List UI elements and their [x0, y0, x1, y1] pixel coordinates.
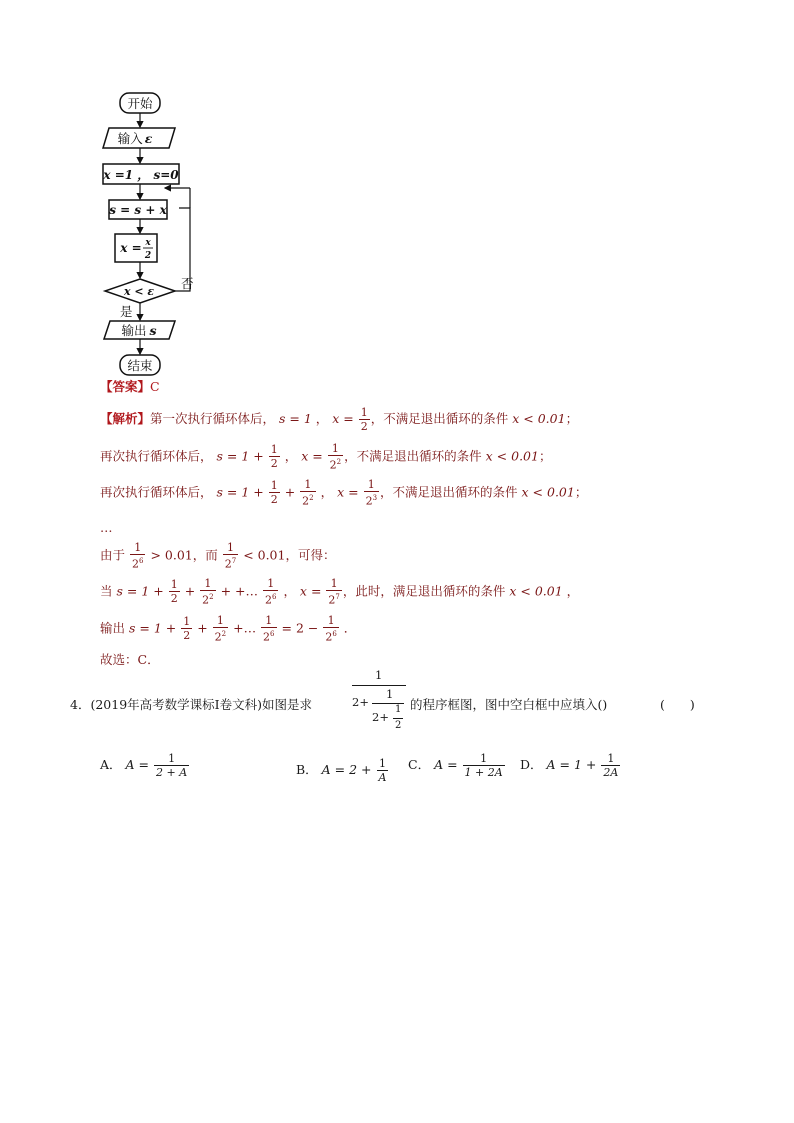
punctuation: ；	[565, 411, 579, 426]
analysis-ellipsis	[100, 520, 113, 535]
math-expression: A = 2 +	[321, 762, 372, 777]
fraction: $\frac{1}{2^7}$	[328, 577, 340, 607]
fraction: $\frac{1}{2^7}$	[224, 541, 237, 571]
option-d[interactable]	[520, 752, 621, 779]
math-expression: x =	[301, 448, 323, 464]
flowchart-sum-step	[109, 200, 168, 219]
analysis-line-8	[100, 650, 160, 668]
svg-text:开始: 开始	[127, 96, 153, 111]
analysis-text: 输出	[100, 620, 126, 636]
fraction: $\frac{1}{2^2}$	[302, 478, 314, 508]
svg-text:输出s: 输出 s	[121, 323, 157, 338]
analysis-line-2: 再次执行循环体后， s = 1 + $\frac{1}{2}$ ， x = $\frac{1}{2^2}$ ，不满足退出循环的条件 x < 0.01；	[100, 442, 552, 472]
program-flowchart	[95, 88, 205, 378]
analysis-text: ，不满足退出循环的条件	[380, 484, 518, 500]
svg-text:x =: x =	[120, 241, 142, 255]
fraction: $\frac{1}{1 + 2A}$	[464, 752, 503, 779]
svg-text:输入ε: 输入 ε	[117, 131, 153, 146]
math-expression: < 0.01	[243, 547, 286, 563]
math-expression: x < 0.01	[485, 448, 539, 464]
math-expression: s = 1 +	[216, 484, 264, 500]
fraction: $\frac{1}{2}$	[360, 406, 368, 433]
fraction: $\frac{1}{2^6}$	[263, 614, 275, 644]
option-label: D．	[520, 757, 543, 772]
yes-branch-label: 是	[120, 304, 133, 319]
math-expression: x < 0.01	[512, 411, 566, 426]
svg-text:2: 2	[144, 251, 152, 261]
option-label: C．	[408, 757, 431, 772]
flowchart-halve-step	[115, 234, 157, 262]
answer-label: 【答案】	[100, 379, 151, 394]
flowchart-output	[104, 321, 175, 339]
math-expression: s = 1	[279, 411, 312, 426]
fraction: $\frac{1}{2}$	[270, 443, 278, 471]
math-expression: s = 1 +	[116, 583, 164, 599]
fraction: $\frac{1}{2^2}$	[202, 577, 214, 607]
continued-fraction: 1 2+ 1 2+ 1 2	[350, 668, 406, 736]
analysis-text: ，可得：	[285, 547, 336, 563]
analysis-line-1: 【解析】第一次执行循环体后， s = 1 ， x = $\frac{1}{2}$ ，不满足退出循环的条件 x < 0.01；	[100, 406, 579, 433]
fraction: $\frac{1}{A}$	[378, 757, 387, 784]
analysis-text: 再次执行循环体后，	[100, 484, 213, 500]
ellipsis: …	[100, 520, 113, 535]
fraction: $\frac{1}{2^6}$	[132, 541, 144, 571]
fraction: $\frac{1}{2}$	[170, 578, 178, 606]
analysis-text: 由于	[100, 547, 126, 563]
svg-text:s = s + x: s = s + x	[109, 203, 167, 217]
fraction: $\frac{1}{2^6}$	[265, 577, 277, 607]
fraction: $\frac{1}{2A}$	[603, 752, 619, 779]
svg-text:x: x	[145, 238, 151, 248]
punctuation: ；	[574, 484, 588, 500]
punctuation: ；	[538, 448, 552, 464]
analysis-conclusion: 故选：C．	[100, 652, 160, 667]
analysis-line-7: 输出 s = 1 + $\frac{1}{2}$ + $\frac{1}{2^2}$ +… $\frac{1}{2^6}$ = 2 − $\frac{1}{2^6}$ ．	[100, 614, 357, 644]
option-b[interactable]	[296, 757, 389, 784]
flowchart-start	[120, 93, 160, 113]
option-label: B．	[296, 762, 318, 777]
svg-text:x =1 ， s=0: x =1 ， s=0	[103, 168, 179, 182]
math-expression: s = 1 +	[129, 620, 177, 636]
analysis-text: ，此时，满足退出循环的条件	[342, 583, 506, 599]
analysis-text: 再次执行循环体后，	[100, 448, 213, 464]
analysis-text: 当	[100, 583, 113, 599]
answer-line	[100, 377, 160, 395]
math-expression: A =	[125, 757, 149, 772]
math-expression: x < 0.01	[509, 583, 563, 599]
no-branch-label: 否	[181, 276, 194, 291]
math-expression: > 0.01	[150, 547, 193, 563]
math-expression: x =	[299, 583, 322, 599]
analysis-text: 第一次执行循环体后，	[150, 411, 276, 426]
fraction: $\frac{1}{2}$	[183, 615, 191, 643]
answer-value: C	[150, 379, 160, 394]
svg-text:结束: 结束	[127, 358, 153, 373]
flowchart-condition	[105, 279, 175, 303]
fraction: $\frac{1}{2^6}$	[325, 614, 337, 644]
fraction: $\frac{1}{2^2}$	[329, 442, 342, 472]
math-expression: x =	[332, 411, 354, 426]
analysis-text: ，不满足退出循环的条件	[344, 448, 482, 464]
fraction: $\frac{1}{2 + A}$	[155, 752, 188, 779]
svg-text:x < ε: x < ε	[123, 285, 155, 298]
math-expression: s = 1 +	[216, 448, 264, 464]
fraction: $\frac{1}{2^3}$	[365, 478, 378, 508]
math-expression: x < 0.01	[521, 484, 575, 500]
question-4-suffix: 的程序框图，图中空白框中应填入()	[410, 697, 608, 712]
answer-blank: ( )	[660, 697, 695, 712]
flowchart-input	[103, 128, 175, 148]
math-expression: A = 1 +	[546, 757, 597, 772]
fraction: $\frac{1}{2^2}$	[214, 614, 227, 644]
math-expression: A =	[434, 757, 458, 772]
option-c[interactable]	[408, 752, 506, 779]
question-4-prefix: 4．(2019年高考数学课标Ⅰ卷文科)如图是求	[70, 697, 312, 712]
analysis-line-6: 当 s = 1 + $\frac{1}{2}$ + $\frac{1}{2^2}$ + +… $\frac{1}{2^6}$ ， x = $\frac{1}{2^7}$ ，此时，满足退出循环的条件 x < 0.01 ，	[100, 577, 580, 607]
flowchart-init	[102, 164, 179, 184]
analysis-line-3: 再次执行循环体后， s = 1 + $\frac{1}{2}$ + $\frac{1}{2^2}$ ， x = $\frac{1}{2^3}$ ，不满足退出循环的条件 x < 0.01；	[100, 478, 588, 508]
fraction: $\frac{1}{2}$	[270, 479, 278, 507]
option-a[interactable]	[100, 752, 190, 779]
math-expression: x =	[337, 484, 359, 500]
flowchart-end	[120, 355, 160, 375]
analysis-text: ，不满足退出循环的条件	[370, 411, 509, 426]
analysis-line-5	[100, 541, 335, 571]
option-label: A．	[100, 757, 122, 772]
analysis-text: ，而	[192, 547, 218, 563]
analysis-label: 【解析】	[100, 411, 151, 426]
math-expression: = 2 −	[281, 620, 319, 636]
